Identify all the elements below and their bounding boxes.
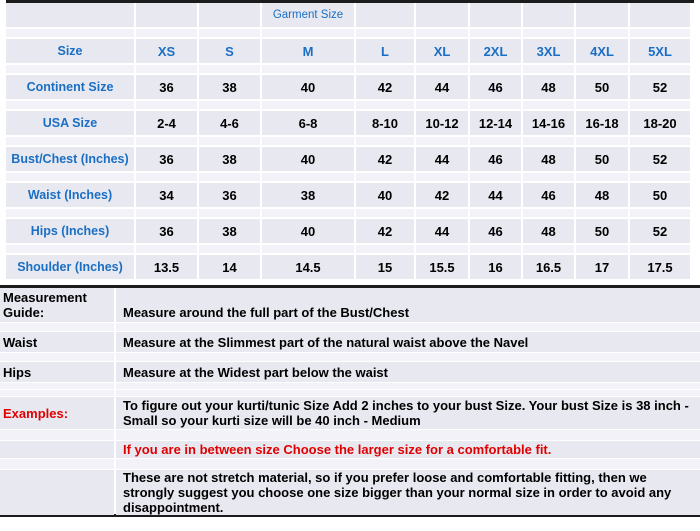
measurement-guide-row — [0, 288, 700, 322]
spacer-row — [0, 353, 700, 361]
garment-size-table — [6, 0, 694, 279]
size-col-l: L — [356, 39, 414, 63]
size-col-5xl: 5XL — [630, 39, 690, 63]
between-size-note-row — [0, 441, 700, 458]
cell: 12-14 — [470, 111, 521, 135]
cell: 52 — [630, 219, 690, 243]
note-text: Measure at the Slimmest part of the natural waist above the Navel — [116, 332, 700, 352]
cell: 48 — [523, 75, 574, 99]
size-col-xl: XL — [416, 39, 468, 63]
cell: 46 — [470, 219, 521, 243]
cell: 36 — [136, 219, 197, 243]
note-text: Measure around the full part of the Bust/Chest — [116, 288, 700, 322]
size-col-4xl: 4XL — [576, 39, 628, 63]
note-text: To figure out your kurti/tunic Size Add 2 inches to your bust Size. Your bust Size is 38 inch - Small so your kurti size will be 40 inch - Medium — [116, 397, 700, 429]
row-label-hips: Hips (Inches) — [6, 219, 134, 243]
cell: 13.5 — [136, 255, 197, 279]
note-text: Measure at the Widest part below the waist — [116, 362, 700, 382]
spacer-row — [0, 383, 700, 389]
note-text: If you are in between size Choose the larger size for a comfortable fit. — [116, 441, 700, 458]
cell: 40 — [262, 75, 354, 99]
spacer-row — [0, 459, 700, 469]
measurement-guide-section — [0, 285, 700, 517]
spacer-row — [0, 430, 700, 440]
note-label: Hips — [0, 362, 114, 382]
cell: 17 — [576, 255, 628, 279]
waist-note-row — [0, 332, 700, 352]
row-label-usa-size: USA Size — [6, 111, 134, 135]
cell: 38 — [199, 219, 260, 243]
cell: 44 — [470, 183, 521, 207]
note-label — [0, 441, 114, 458]
cell: 16.5 — [523, 255, 574, 279]
cell: 34 — [136, 183, 197, 207]
size-col-xs: XS — [136, 39, 197, 63]
cell: 44 — [416, 219, 468, 243]
spacer-row — [0, 390, 700, 396]
row-label-bust-chest: Bust/Chest (Inches) — [6, 147, 134, 171]
cell: 17.5 — [630, 255, 690, 279]
size-col-3xl: 3XL — [523, 39, 574, 63]
cell: 16 — [470, 255, 521, 279]
cell: 4-6 — [199, 111, 260, 135]
spacer-row — [6, 245, 694, 253]
spacer-row — [6, 137, 694, 145]
note-label: Examples: — [0, 397, 114, 429]
cell: 36 — [199, 183, 260, 207]
note-label: Measurement Guide: — [0, 288, 114, 322]
note-label — [0, 470, 114, 515]
usa-size-row — [6, 111, 694, 135]
cell: 44 — [416, 147, 468, 171]
cell: 14 — [199, 255, 260, 279]
cell: 15 — [356, 255, 414, 279]
spacer-row — [6, 65, 694, 73]
size-col-2xl: 2XL — [470, 39, 521, 63]
cell: 48 — [523, 147, 574, 171]
row-label-continent-size: Continent Size — [6, 75, 134, 99]
cell: 8-10 — [356, 111, 414, 135]
hips-note-row — [0, 362, 700, 382]
spacer-row — [0, 323, 700, 331]
cell: 50 — [576, 75, 628, 99]
cell: 18-20 — [630, 111, 690, 135]
cell: 48 — [576, 183, 628, 207]
cell: 36 — [136, 147, 197, 171]
cell: 52 — [630, 75, 690, 99]
row-label-size: Size — [6, 39, 134, 63]
row-label-waist: Waist (Inches) — [6, 183, 134, 207]
cell: 36 — [136, 75, 197, 99]
note-text: These are not stretch material, so if you prefer loose and comfortable fitting, then we strongly suggest you choose one size bigger than your normal size in order to avoid any disappointment. — [116, 470, 700, 515]
note-label: Waist — [0, 332, 114, 352]
waist-row — [6, 183, 694, 207]
cell: 10-12 — [416, 111, 468, 135]
cell: 46 — [470, 75, 521, 99]
continent-size-row — [6, 75, 694, 99]
cell: 46 — [470, 147, 521, 171]
cell: 52 — [630, 147, 690, 171]
spacer-row — [6, 29, 694, 37]
cell: 16-18 — [576, 111, 628, 135]
cell: 48 — [523, 219, 574, 243]
shoulder-row — [6, 255, 694, 279]
cell: 44 — [416, 75, 468, 99]
size-col-s: S — [199, 39, 260, 63]
size-row — [6, 39, 694, 63]
cell: 15.5 — [416, 255, 468, 279]
cell: 2-4 — [136, 111, 197, 135]
row-label-shoulder: Shoulder (Inches) — [6, 255, 134, 279]
cell: 42 — [416, 183, 468, 207]
stretch-material-note-row — [0, 470, 700, 514]
cell: 14.5 — [262, 255, 354, 279]
cell: 6-8 — [262, 111, 354, 135]
cell: 42 — [356, 219, 414, 243]
cell: 38 — [199, 147, 260, 171]
cell: 42 — [356, 75, 414, 99]
size-col-m: M — [262, 39, 354, 63]
cell: 40 — [262, 219, 354, 243]
cell: 46 — [523, 183, 574, 207]
cell: 38 — [262, 183, 354, 207]
cell: 50 — [576, 219, 628, 243]
cell: 14-16 — [523, 111, 574, 135]
bust-chest-row — [6, 147, 694, 171]
spacer-row — [6, 209, 694, 217]
examples-row — [0, 397, 700, 429]
spacer-row — [6, 101, 694, 109]
garment-size-header-row — [6, 3, 694, 27]
spacer-row — [6, 173, 694, 181]
cell: 50 — [630, 183, 690, 207]
cell: 42 — [356, 147, 414, 171]
cell: 38 — [199, 75, 260, 99]
cell: 40 — [356, 183, 414, 207]
cell: 40 — [262, 147, 354, 171]
hips-row — [6, 219, 694, 243]
garment-size-title: Garment Size — [262, 3, 354, 27]
cell: 50 — [576, 147, 628, 171]
